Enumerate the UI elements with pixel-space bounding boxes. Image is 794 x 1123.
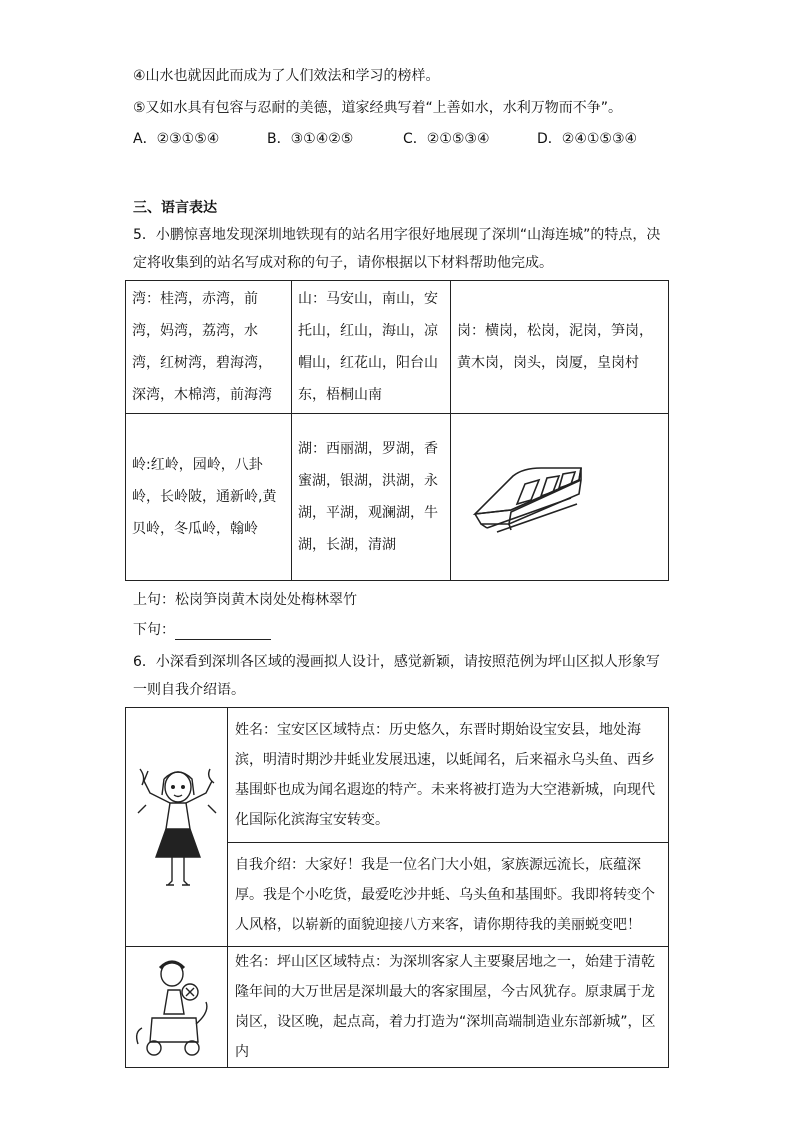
option-d[interactable]: D．②④①⑤③④ xyxy=(537,131,638,147)
gang-cell xyxy=(451,281,669,414)
baoan-info: 姓名：宝安区区域特点：历史悠久，东晋时期始设宝安县，地处海滨，明清时期沙井蚝业发展迅速，以蚝闻名，后来福永乌头鱼、西乡基围虾也成为闻名遐迩的特产。未来将被打造为大空港新城，向现代化国际化滨海宝安转变。 xyxy=(235,722,655,828)
lower-sentence xyxy=(133,620,271,640)
option-c[interactable]: C．②①⑤③④ xyxy=(403,131,490,147)
question-6-line-2: 一则自我介绍语。 xyxy=(133,682,245,698)
question-5-line-1: 5．小鹏惊喜地发现深圳地铁现有的站名用字很好地展现了深圳“山海连城”的特点，决 xyxy=(133,227,661,243)
answer-blank[interactable] xyxy=(175,623,271,640)
train-cell xyxy=(451,414,669,581)
baoan-intro: 自我介绍：大家好！我是一位名门大小姐，家族源远流长，底蕴深厚。我是个小吃货，最爱吃沙井蚝、乌头鱼和基围虾。我即将转变个人风格，以崭新的面貌迎接八方来客，请你期待我的美丽蜕变吧！ xyxy=(235,856,655,933)
upper-sentence: 上句：松岗笋岗黄木岗处处梅林翠竹 xyxy=(133,592,357,608)
girl-cartoon-icon xyxy=(126,709,227,946)
question-5-line-2: 定将收集到的站名写成对称的句子，请你根据以下材料帮助他完成。 xyxy=(133,255,553,271)
option-line-4: ④山水也就因此而成为了人们效法和学习的榜样。 xyxy=(133,68,440,84)
district-table xyxy=(125,707,669,1068)
gang-stations: 岗：横岗，松岗，泥岗，笋岗，黄木岗，岗头，岗厦，皇岗村 xyxy=(457,323,653,371)
boy-cartoon-icon xyxy=(126,952,227,1062)
stations-table xyxy=(125,280,669,581)
ling-cell xyxy=(126,414,292,581)
option-line-5: ⑤又如水具有包容与忍耐的美德，道家经典写着“上善如水，水利万物而不争”。 xyxy=(133,100,623,116)
wan-cell xyxy=(126,281,292,414)
boy-picture-cell xyxy=(126,947,228,1068)
hu-stations: 湖：西丽湖，罗湖，香蜜湖，银湖，洪湖，永湖，平湖，观澜湖，牛湖，长湖，清湖 xyxy=(298,441,438,553)
pingshan-info: 姓名：坪山区区域特点：为深圳客家人主要聚居地之一，始建于清乾隆年间的大万世居是深圳最大的客家围屋，今古风犹存。原隶属于龙岗区，设区晚，起点高，着力打造为“深圳高端制造业东部新城”，区内 xyxy=(235,954,656,1060)
option-a[interactable]: A．②③①⑤④ xyxy=(133,131,220,147)
lower-sentence-label: 下句： xyxy=(133,622,175,638)
section-heading: 三、语言表达 xyxy=(133,200,217,216)
pingshan-info-cell xyxy=(228,947,669,1068)
ling-stations: 岭:红岭，园岭，八卦岭，长岭陂，通新岭,黄贝岭，冬瓜岭，翰岭 xyxy=(132,457,277,537)
metro-train-icon xyxy=(451,414,668,580)
baoan-info-cell xyxy=(228,708,669,843)
baoan-intro-cell xyxy=(228,843,669,947)
option-b[interactable]: B．③①④②⑤ xyxy=(267,131,354,147)
girl-picture-cell xyxy=(126,708,228,947)
wan-stations: 湾：桂湾，赤湾，前湾，妈湾，荔湾，水湾，红树湾，碧海湾，深湾，木棉湾，前海湾 xyxy=(132,291,272,403)
shan-cell xyxy=(292,281,451,414)
shan-stations: 山：马安山，南山，安托山，红山，海山，凉帽山，红花山，阳台山东，梧桐山南 xyxy=(298,291,438,403)
question-6-line-1: 6．小深看到深圳各区域的漫画拟人设计，感觉新颖，请按照范例为坪山区拟人形象写 xyxy=(133,654,660,670)
hu-cell xyxy=(292,414,451,581)
